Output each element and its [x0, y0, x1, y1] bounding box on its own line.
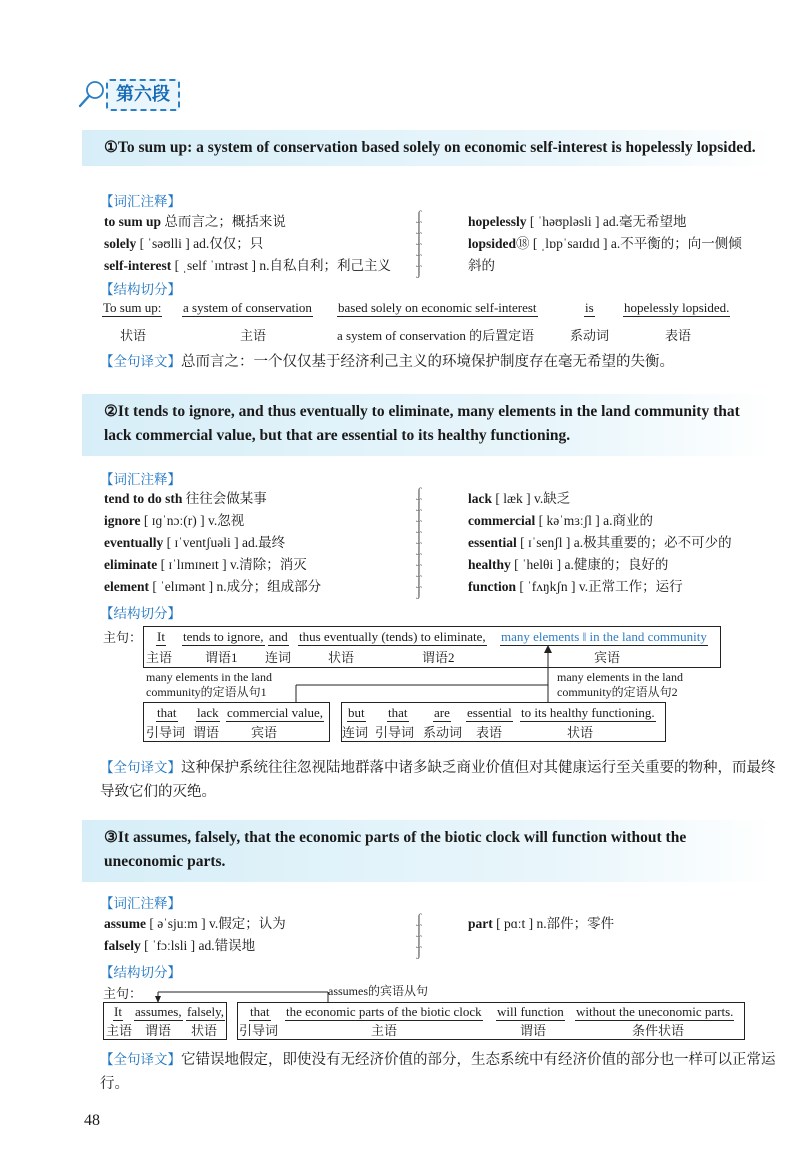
vocab-item: to sum up 总而言之；概括来说	[104, 214, 286, 229]
structure-label: 【结构切分】	[100, 282, 181, 298]
vocab-item: commercial [ kəˈmɜːʃl ] a.商业的	[468, 513, 653, 528]
segment: without the uneconomic parts.	[576, 1004, 734, 1019]
vocab-item: solely [ ˈsəʊlli ] ad.仅仅；只	[104, 236, 264, 251]
structure-label: 【结构切分】	[100, 965, 181, 981]
vocab-item: lack [ læk ] v.缺乏	[468, 491, 571, 506]
segment: and	[269, 629, 288, 644]
clause-note-3: assumes的宾语从句	[328, 984, 428, 998]
vocab-item: healthy [ ˈhelθi ] a.健康的；良好的	[468, 557, 669, 572]
role-label: 引导词	[146, 725, 186, 740]
vocab-item: part [ pɑːt ] n.部件；零件	[468, 916, 615, 931]
segment: the economic parts of the biotic clock	[286, 1004, 482, 1019]
segment: hopelessly lopsided.	[624, 300, 730, 315]
segment: thus eventually (tends) to eliminate,	[299, 629, 486, 644]
vocab-separator: ʃ ʃ ʃ ʃ ʃ ʃ ʃ ʃ ʃ ʃ	[416, 486, 422, 600]
segment: It	[157, 629, 165, 644]
segment: falsely,	[187, 1004, 225, 1019]
sentence-text: It tends to ignore, and thus eventually to eliminate, many elements in the land community that lack commercial value, but that are essential to its healthy functioning.	[104, 403, 740, 444]
role-label: 主语	[106, 1023, 133, 1038]
role-label: 主语	[240, 328, 267, 343]
sentence-number: ②	[104, 403, 118, 420]
role-label: 谓语2	[422, 650, 455, 665]
translation-2: 【全句译文】这种保护系统往往忽视陆地群落中诸多缺乏商业价值但对其健康运行至关重要的物种，而最终导致它们的灭绝。	[100, 760, 776, 800]
vocab-item: tend to do sth 往往会做某事	[104, 491, 267, 506]
segment: will function	[497, 1004, 564, 1019]
sentence-number: ①	[104, 139, 118, 156]
vocab-item: hopelessly [ ˈhəʊpləsli ] ad.毫无希望地	[468, 214, 687, 229]
vocab-item: self-interest [ ˌself ˈɪntrəst ] n.自私自利；利己主义	[104, 258, 391, 273]
segment: essential	[467, 705, 512, 720]
vocab-item: function [ ˈfʌŋkʃn ] v.正常工作；运行	[468, 579, 683, 594]
vocab-separator: ʃ ʃ ʃ ʃ ʃ ʃ	[416, 209, 422, 279]
role-label: 主语	[371, 1023, 398, 1038]
sentence-text: It assumes, falsely, that the economic parts of the biotic clock will function without the uneconomic parts.	[104, 829, 687, 870]
vocab-item: ignore [ ɪɡˈnɔː(r) ] v.忽视	[104, 513, 245, 528]
role-label: 引导词	[375, 725, 415, 740]
role-label: 系动词	[570, 328, 610, 343]
segment: based solely on economic self-interest	[338, 300, 537, 315]
segment: It	[114, 1004, 122, 1019]
vocab-item: element [ ˈelɪmənt ] n.成分；组成部分	[104, 579, 322, 594]
section-title: 第六段	[106, 79, 180, 111]
segment: To sum up:	[103, 300, 162, 315]
translation-3: 【全句译文】它错误地假定，即使没有无经济价值的部分，生态系统中有经济价值的部分也一样可以正常运行。	[100, 1052, 776, 1092]
segment: a system of conservation	[183, 300, 312, 315]
role-label: 表语	[476, 725, 503, 740]
segment: that	[388, 705, 408, 720]
vocab-label: 【词汇注释】	[100, 194, 181, 210]
role-label: 主语	[146, 650, 173, 665]
role-label: 谓语1	[205, 650, 238, 665]
segment: are	[434, 705, 450, 720]
sentence-text: To sum up: a system of conservation based solely on economic self-interest is hopelessly lopsided.	[117, 139, 756, 156]
vocab-label: 【词汇注释】	[100, 896, 181, 912]
role-label: 谓语	[145, 1023, 172, 1038]
role-label: 表语	[665, 328, 692, 343]
main-clause-label: 主句：	[103, 986, 143, 1001]
segment: assumes,	[135, 1004, 182, 1019]
role-label: 引导词	[239, 1023, 279, 1038]
segment: but	[348, 705, 365, 720]
vocab-item: lopsided⑱ [ ˌlɒpˈsaɪdɪd ] a.不平衡的；向一侧倾	[468, 236, 742, 251]
role-label: 宾语	[594, 650, 621, 665]
segment: that	[157, 705, 177, 720]
segment: tends to ignore,	[183, 629, 264, 644]
translation-1: 【全句译文】总而言之：一个仅仅基于经济利己主义的环境保护制度存在毫无希望的失衡。	[100, 354, 674, 370]
role-label: 连词	[342, 725, 369, 740]
role-label: 宾语	[251, 725, 278, 740]
page-number: 48	[84, 1112, 100, 1129]
structure-label: 【结构切分】	[100, 606, 181, 622]
role-label: 状语	[567, 725, 594, 740]
clause-note-1: many elements in the land community的定语从句1	[146, 670, 272, 699]
segment: commercial value,	[227, 705, 324, 720]
role-label: 系动词	[423, 725, 463, 740]
role-label: 状语	[191, 1023, 218, 1038]
vocab-label: 【词汇注释】	[100, 472, 181, 488]
role-label: 谓语	[193, 725, 220, 740]
role-label: a system of conservation 的后置定语	[337, 328, 535, 343]
segment: that	[250, 1004, 270, 1019]
role-label: 连词	[265, 650, 292, 665]
vocab-item: essential [ ɪˈsenʃl ] a.极其重要的；必不可少的	[468, 535, 732, 550]
segment: is	[585, 300, 594, 315]
segment: to its healthy functioning.	[521, 705, 655, 720]
main-clause-label: 主句：	[103, 630, 143, 645]
vocab-item: assume [ əˈsjuːm ] v.假定；认为	[104, 916, 286, 931]
clause-note-2: many elements in the land community的定语从句2	[557, 670, 683, 699]
vocab-item: eliminate [ ɪˈlɪmɪneɪt ] v.清除；消灭	[104, 557, 307, 572]
role-label: 谓语	[520, 1023, 547, 1038]
segment: lack	[197, 705, 219, 720]
role-label: 状语	[328, 650, 355, 665]
vocab-separator: ʃ ʃ ʃ ʃ	[416, 912, 422, 960]
segment: many elements ‖ in the land community	[501, 629, 707, 644]
role-label: 条件状语	[632, 1023, 685, 1038]
vocab-item: 斜的	[468, 258, 495, 273]
role-label: 状语	[120, 328, 147, 343]
vocab-item: eventually [ ɪˈventʃuəli ] ad.最终	[104, 535, 286, 550]
sentence-number: ③	[104, 829, 118, 846]
vocab-item: falsely [ ˈfɔːlsli ] ad.错误地	[104, 938, 256, 953]
